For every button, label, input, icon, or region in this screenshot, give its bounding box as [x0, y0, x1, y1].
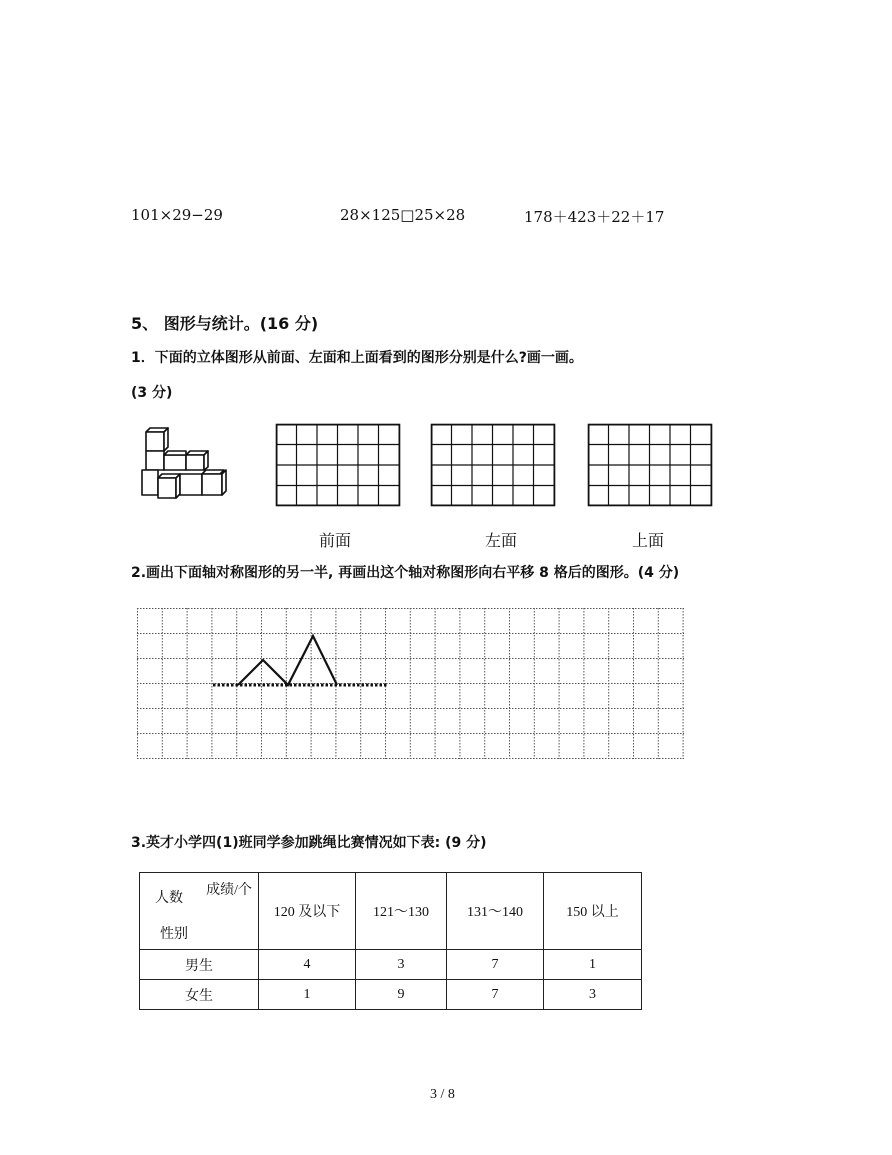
table-header-cell: 120 及以下 [259, 873, 356, 950]
cube-stack-figure [138, 426, 238, 502]
table-row [140, 950, 642, 980]
row-label-boys: 男生 [140, 950, 259, 980]
table-cell: 4 [259, 950, 356, 980]
table-row [140, 980, 642, 1010]
table-cell: 3 [544, 980, 642, 1010]
table-header-cell: 131～140 [447, 873, 544, 950]
page-number: 3 / 8 [430, 1087, 455, 1102]
label-left-view: 左面 [485, 531, 518, 550]
question-2-text: 2.画出下面轴对称图形的另一半, 再画出这个轴对称图形向右平移 8 格后的图形。(4 分) [131, 565, 680, 581]
expression-3: 178＋423＋22＋17 [524, 208, 665, 226]
section-number: 5、 [131, 314, 159, 333]
expression-2: 28×125□25×28 [340, 206, 466, 224]
table-header-cell: 150 以上 [544, 873, 642, 950]
section-title: 图形与统计。(16 分) [163, 314, 319, 333]
table-cell: 1 [544, 950, 642, 980]
table-cell: 1 [259, 980, 356, 1010]
corner-count-label: 人数 [155, 891, 183, 906]
row-label-girls: 女生 [140, 980, 259, 1010]
section-heading [131, 311, 318, 334]
question-1-points: (3 分) [131, 385, 173, 401]
dotted-grid-figure [137, 608, 685, 760]
table-header-cell: 121～130 [356, 873, 447, 950]
table-cell: 7 [447, 950, 544, 980]
label-front-view: 前面 [319, 531, 352, 550]
question-3-text: 3.英才小学四(1)班同学参加跳绳比赛情况如下表: (9 分) [131, 835, 487, 851]
jump-rope-table [139, 872, 642, 1010]
label-top-view: 上面 [632, 531, 665, 550]
question-1-text: 1．下面的立体图形从前面、左面和上面看到的图形分别是什么?画一画。 [131, 350, 583, 366]
grid-left-view [431, 424, 555, 506]
grid-front-view [276, 424, 400, 506]
expression-1: 101×29−29 [131, 206, 223, 224]
table-cell: 7 [447, 980, 544, 1010]
corner-gender-label: 性别 [160, 927, 188, 942]
table-header-row [140, 873, 642, 950]
corner-scores-label: 成绩/个 [206, 883, 252, 898]
table-cell: 3 [356, 950, 447, 980]
table-corner-cell [140, 873, 259, 950]
table-cell: 9 [356, 980, 447, 1010]
grid-top-view [588, 424, 712, 506]
